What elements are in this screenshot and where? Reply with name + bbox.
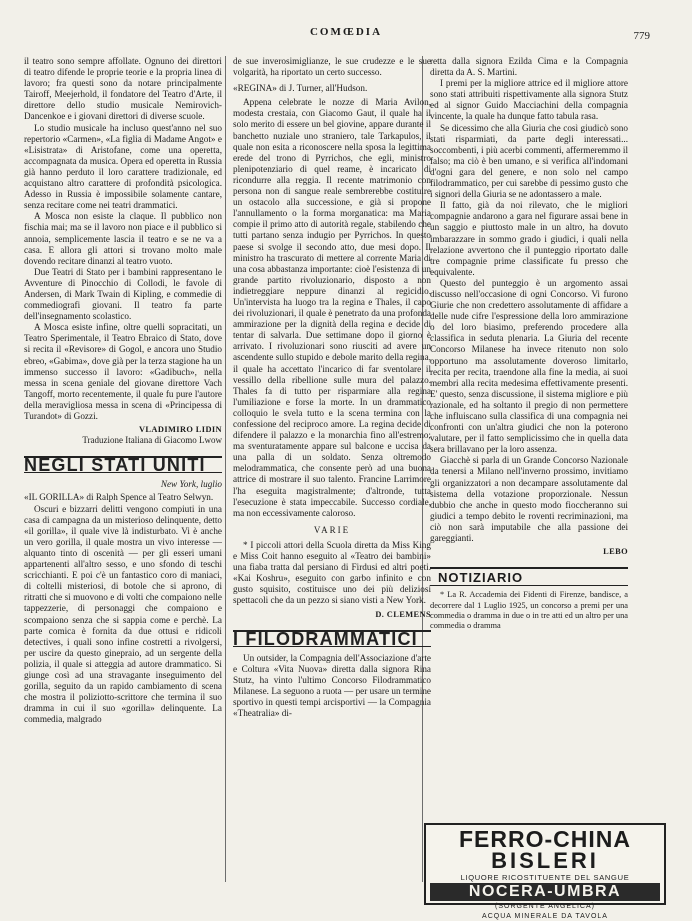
ad-product-band: NOCERA-UMBRA	[430, 883, 660, 901]
paragraph: Se dicessimo che alla Giuria che così giudicò sono stati risparmiati, da parte degli interessati... soccombenti, i più acerbi commenti, affermeremmo il falso; ma ciò è ben umano, e si verifica all'indomani d'ogni gara del genere, e non solo nel campo filodrammatico, per cui sarebbe di pessimo gusto che i signori della Giuria se ne adontassero a male.	[430, 122, 628, 200]
review-heading: «IL GORILLA» di Ralph Spence al Teatro Selwyn.	[24, 492, 214, 503]
column-middle	[233, 56, 431, 719]
paragraph: Oscuri e bizzarri delitti vengono compiuti in una casa di campagna da un misterioso delinquente, detto «il gorilla», il quale vive là indisturbato. Vi è anche un vero gorilla, il quale mostra un vivo interesse — alquanto tinto di oscenità — per gli esseri umani appartenenti all'altro sesso, e uno sfondo di teschi scricchianti. E poi c'è un fantastico coro di maniaci, di coltelli misteriosi, di botole che si aprono, di ritratti che si muovono e di volti che compaiono nelle tappezzerie, di personaggi che compaiono e scompaiono senza che si sappia come e perchè. La parte comica è fornita da due ottusi e ridicoli detectives, i quali sono infine costretti a rivolgersi, per uscire da questo ginepraio, ad un sergente della polizia, il quale si atteggia ad autore drammatico. Si giunge così ad una stravagante inseguimento del gorilla, seguito da un rapido cambiamento di scena che mostra il poliziotto-scrittore che termina il suo dramma in cui il suo «gorilla» delinquente. La commedia, malgrado	[24, 503, 222, 725]
ad-brand-line: FERRO-CHINA	[459, 826, 631, 852]
paragraph: A Mosca non esiste la claque. Il pubblico non fischia mai; ma se il lavoro non piace e il pubblico si annoia, semplicemente lascia il teatro e se ne va a casa. E allora gli attori si trovano molto male dovendo recitare dinanzi al teatro vuoto.	[24, 211, 222, 266]
paragraph: de sue inverosimiglianze, le sue crudezze e le sue volgarità, ha riportato un certo successo.	[233, 56, 431, 78]
author-signature: VLADIMIRO LIDIN	[138, 425, 222, 435]
review-heading: «REGINA» di J. Turner, all'Hudson.	[233, 83, 368, 94]
ad-source: (SORGENTE ANGELICA)	[495, 903, 595, 910]
page-number: 779	[633, 30, 650, 42]
author-signature: LEBO	[603, 547, 628, 557]
section-header	[233, 630, 431, 647]
section-title: NEGLI STATI UNITI	[24, 455, 206, 476]
paragraph: Due Teatri di Stato per i bambini rappresentano le Avventure di Pinocchio di Collodi, le favole di Andersen, di Mark Twain di Kipling, e commedie di commediografi giovani. Il teatro fa parte dell'insegnamento scolastico.	[24, 266, 222, 322]
running-title: COMŒDIA	[309, 26, 383, 38]
ad-tagline: LIQUORE RICOSTITUENTE DEL SANGUE	[460, 873, 630, 882]
author-signature: D. CLEMENS	[375, 609, 431, 619]
subsection-title: VARIE	[313, 524, 351, 535]
column-right	[430, 56, 628, 631]
section-title: I FILODRAMMATICI	[233, 628, 418, 649]
paragraph: Appena celebrate le nozze di Maria Avilon, modesta crestaia, con Giacomo Gaut, il quale ha il solo merito di essere un bel giovine, appare durante il banchetto nuziale uno straniero, tale Tarkapulos, il quale non esita a riconoscere nella sposa la legittima erede del trono di Pyrrichos, che egli, ministro plenipotenziario di quel reame, è incaricato di ricondurre alla reggia. Il recente matrimonio con persona non di sangue reale sembrerebbe costituire un ostacolo alla successione, e già si propone l'annullamento o la forma morganatica: ma Maria compie il primo atto di autorità regale, stabilendo che tutti partano senza indugio per Pyrrichos. In questo paese si svolge il secondo atto, due mesi dopo. Il ministro ha trascurato di mettere al corrente Maria di una cosa abbastanza importante: cioè l'esistenza di un grande partito rivoluzionario, disposto a non indietreggiare neppure dinanzi al regicidio. Un'intervista ha luogo tra la regina e Thales, il capo dei rivoluzionari, il quale è penetrato da una profonda ammirazione per la dignità della regina e decide di tentar di salvarla. Due settimane dopo il giorno è arrivato. I rivoluzionari sono riusciti ad avere un ascendente sullo stupido e debole marito della regina, il quale ha accettato l'incarico di far sventolare il vessillo della ribellione sulle mura del palazzo. Thales fa di tutto per risparmiare alla regina l'umiliazione e forse la morte. In un drammatico colloquio le svela tutto e la scena termina con la confessione del reciproco amore. La regina decide di difendere il palazzo e la monarchia fino all'estremo; ma sventuratamente appare sul balcone e uccisa da una palla di un soldato. Senza oltremodo melodrammatica, che consente però ad una buona attrice di mostrare il suo talento. Francine Larrimore l'ha eseguita magistralmente; d'altronde, tutta l'esecuzione è stata impeccabile. Successo cordiale, ma non eccessivamente caloroso.	[233, 97, 431, 518]
translation-credit: Traduzione Italiana di Giacomo Lwow	[82, 435, 222, 446]
column-divider	[225, 56, 226, 882]
paragraph: il teatro sono sempre affollate. Ognuno dei direttori di teatro difende le proprie teorie e la propria linea di lavoro; fra questi sono da notare principalmente Tairoff, Meejerhold, il fondatore del Teatro d'Arte, il direttore dello studio musicale Nemirovich-Dancenkoe e i giovani direttori di diverse scuole.	[24, 56, 222, 122]
notice: * La R. Accademia dei Fidenti di Firenze, bandisce, a decorrere dal 1 Luglio 1925, un concorso a premi per una commedia o dramma in due o in tre atti ed un altro per una commedia o dramma	[430, 590, 628, 630]
column-left	[24, 56, 222, 725]
paragraph: * I piccoli attori della Scuola diretta da Miss King e Miss Coit hanno eseguito al «Teatro dei bambini» una fiaba tratta dal persiano di Firdusi ed altri poeti. «Kai Koshru», eseguito con garbo infinito e con gusto squisito, costituisce uno dei più deliziosi spettacoli che da un pezzo si siano visti a New York.	[233, 539, 431, 606]
dateline: New York, luglio	[160, 479, 222, 490]
section-title: NOTIZIARIO	[438, 570, 524, 586]
ad-description: ACQUA MINERALE DA TAVOLA	[482, 913, 608, 920]
advertisement	[424, 823, 666, 920]
paragraph: I premi per la migliore attrice ed il migliore attore sono stati attribuiti rispettivamente alla signora Stutz ed al signor Guido Macciachini della compagnia vincente, la quale ha dunque fatto tabula rasa.	[430, 78, 628, 122]
paragraph: A Mosca esiste infine, oltre quelli sopracitati, un Teatro Sperimentale, il Teatro Ebraico di Stato, dove si recita il «Revisore» di Gogol, e ancora uno Studio ebreo, «Gabima», dove già per la terza stagione ha un immenso successo il lavoro: «Gadibuch», nella messa in scena geniale del giovane direttore Vach Tangoff, morto recentemente, il quale fu pure l'autore della meravigliosa messa in scena di «Principessa di Turandot» di Gozzi.	[24, 322, 222, 421]
paragraph: Giacchè si parla di un Grande Concorso Nazionale da tenersi a Milano nell'inverno prossimo, invitiamo gli organizzatori a non decampare assolutamente dal sistema della votazione proporzionale. Nessun dubbio che anche in questo modo fioccheranno sui giudici a tempo debito le roventi recriminazioni, ma ciò non sarà imputabile che alla passione dei gareggianti.	[430, 455, 628, 544]
paragraph: Lo studio musicale ha incluso quest'anno nel suo repertorio «Carmen», «La figlia di Madame Angot» e «Lisistrata» di Aristofane, come una operetta, accompagnata da musica. Opera ed operetta in Russia già hanno perduto il loro carattere tradizionale, ed acquistano altro carattere di profondità psicologica. Adesso in Russia è impossibile solamente cantare, senza recitare come nei teatri drammatici.	[24, 122, 222, 211]
ad-brand-name: BISLERI	[491, 848, 599, 873]
section-header	[430, 567, 628, 586]
paragraph: retta dalla signora Ezilda Cima e la Compagnia diretta da A. S. Martini.	[430, 56, 628, 78]
section-header	[24, 455, 222, 476]
paragraph: Un outsider, la Compagnia dell'Associazione d'arte e Coltura «Vita Nuova» diretta dalla signora Rina Stutz, ha vinto l'ultimo Concorso Filodrammatico Milanese. La seguono a ruota — per usare un termine sportivo in questi tempi arcisportivi — la Compagnia «Theatralia» di-	[233, 652, 431, 719]
paragraph: Questo del punteggio è un argomento assai discusso nell'occasione di ogni Concorso. Vi furono Giurie che non credettero assolutamente di affidare a delle nude cifre l'espressione della loro ammirazione o del loro biasimo, preferendo procedere alla classifica in seduta plenaria. La Giuria del recente Concorso Milanese ha invece ritenuto non solo opportuno ma assolutamente doveroso limitarlo, recita per recita, traendone alla fine la media, ai suoi membri alla recita medesima effettivamente presenti. E' questo, senza discussione, il sistema migliore e più razionale, ed ha soltanto il pregio di non permettere che influiscano sulla classifica di una compagnia nei confronti con un'altra giudici che non la poterono valutare, per il fatto semplicissimo che in quella data sera brillavano per la loro assenza.	[430, 277, 628, 455]
paragraph: Il fatto, già da noi rilevato, che le migliori compagnie andarono a gara nel figurare assai bene in un saggio e piuttosto male in un altro, ha dovuto imbarazzare in sommo grado i giudici, i quali nella relazione avvertono che il punteggio riportato dalle tre compagnie prime classificate fu presso che equivalente.	[430, 200, 628, 277]
